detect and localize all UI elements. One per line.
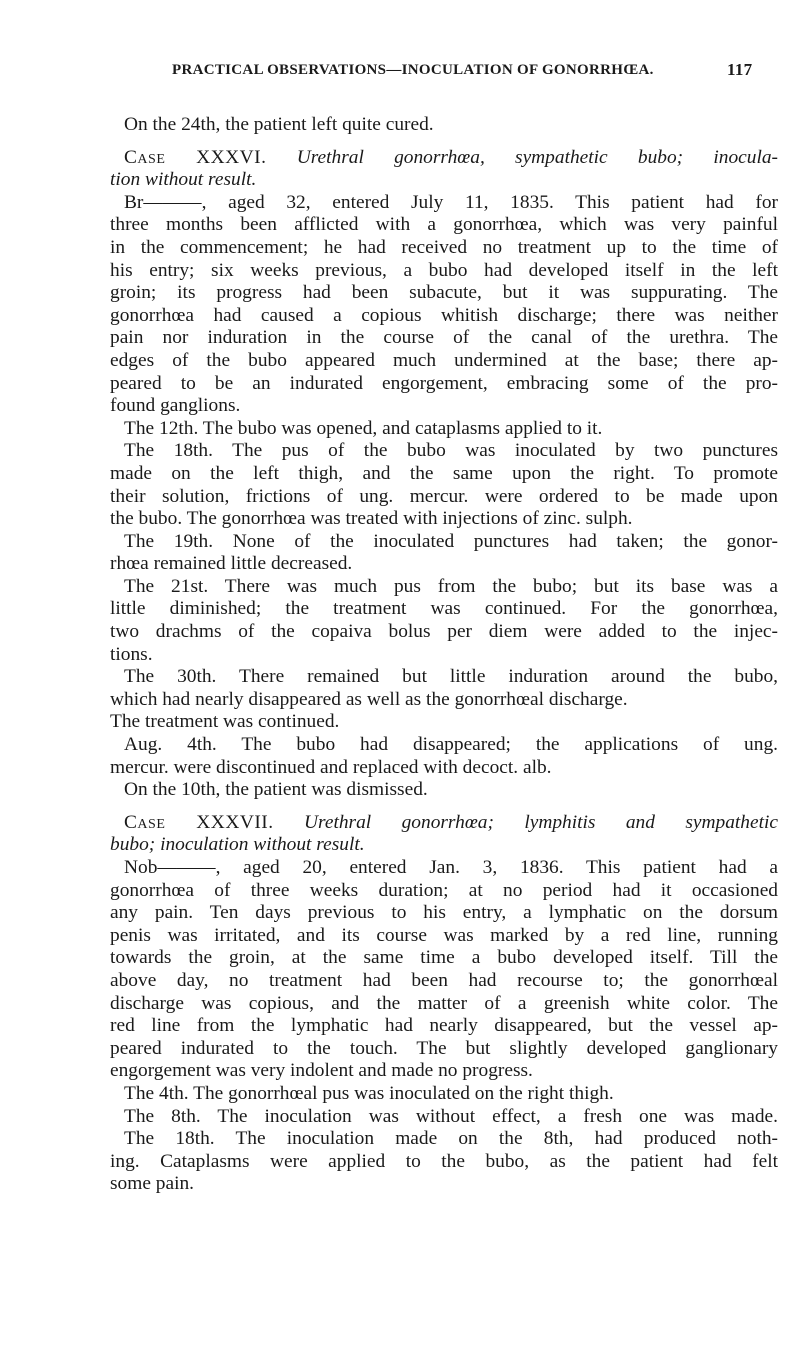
paragraph-line: The 12th. The bubo was opened, and cataplasms applied to it. [124,417,603,439]
paragraph-line: little diminished; the treatment was continued. For the gonorrhœa, [110,598,778,620]
section-gap [110,802,778,812]
paragraph-line: Nob———, aged 20, entered Jan. 3, 1836. This patient had a [124,857,778,878]
paragraph-line: peared to be an indurated engorgement, embracing some of the pro- [110,372,778,394]
paragraph-line: mercur. were discontinued and replaced with decoct. alb. [110,756,552,778]
paragraph-line: two drachms of the copaiva bolus per diem were added to the injec- [110,621,778,643]
case-heading [110,812,778,835]
case-label: Case XXXVII. [124,811,274,833]
section-gap [110,137,778,147]
paragraph-line: some pain. [110,1173,195,1195]
paragraph-line: The 19th. None of the inoculated punctures had taken; the gonor- [124,530,778,552]
paragraph-line: ing. Cataplasms were applied to the bubo, as the patient had felt [110,1150,778,1172]
paragraph-line: Br———, aged 32, entered July 11, 1835. This patient had for [124,191,778,213]
case-title-cont: tion without result. [110,169,257,191]
paragraph-line: The 18th. The inoculation made on the 8th, had produced noth- [124,1128,778,1150]
paragraph-line: the bubo. The gonorrhœa was treated with injections of zinc. sulph. [110,508,633,530]
paragraph-line: rhœa remained little decreased. [110,553,353,575]
paragraph-line: penis was irritated, and its course was marked by a red line, running [110,924,778,946]
paragraph-line: any pain. Ten days previous to his entry, a lymphatic on the dorsum [110,902,778,924]
running-head [172,62,752,79]
paragraph-line: made on the left thigh, and the same upon the right. To promote [110,462,778,484]
case-heading-cont [110,169,778,192]
paragraph-line: tions. [110,643,153,665]
case-heading [110,147,778,170]
paragraph-line: discharge was copious, and the matter of a greenish white color. The [110,992,778,1014]
paragraph-line: The 18th. The pus of the bubo was inoculated by two punctures [124,440,778,462]
paragraph-line: edges of the bubo appeared much undermined at the base; there ap- [110,349,778,371]
paragraph-line: in the commencement; he had received no treatment up to the time of [110,236,778,258]
paragraph-line: On the 10th, the patient was dismissed. [124,779,428,801]
paragraph-line: gonorrhœa had caused a copious whitish discharge; there was neither [110,304,778,326]
paragraph-line: peared indurated to the touch. The but slightly developed ganglionary [110,1037,778,1059]
paragraph-line: Aug. 4th. The bubo had disappeared; the applications of ung. [124,734,778,756]
case-title: Urethral gonorrhœa; lymphitis and sympathetic [304,811,778,833]
paragraph-line: found ganglions. [110,395,241,417]
paragraph-line: groin; its progress had been subacute, but it was suppurating. The [110,282,778,304]
page-number: 117 [727,60,753,79]
paragraph-line: above day, no treatment had been had recourse to; the gonorrhœal [110,969,778,991]
case-label: Case XXXVI. [124,146,267,168]
paragraph-line: The 30th. There remained but little induration around the bubo, [124,666,778,688]
paragraph-line: three months been afflicted with a gonorrhœa, which was very painful [110,214,778,236]
paragraph-line: pain nor induration in the course of the canal of the urethra. The [110,327,778,349]
paragraph-line: which had nearly disappeared as well as the gonorrhœal discharge. [110,688,628,710]
paragraph-line: his entry; six weeks previous, a bubo had developed itself in the left [110,259,778,281]
paragraph-line: their solution, frictions of ung. mercur. were ordered to be made upon [110,485,778,507]
paragraph-line: The 21st. There was much pus from the bubo; but its base was a [124,575,778,597]
paragraph-line: The 8th. The inoculation was without effect, a fresh one was made. [124,1105,778,1127]
paragraph-line: On the 24th, the patient left quite cured. [124,114,434,135]
paragraph-line: The 4th. The gonorrhœal pus was inoculated on the right thigh. [124,1082,614,1104]
case-heading-cont [110,834,778,857]
case-title: Urethral gonorrhœa, sympathetic bubo; inocula- [296,146,778,168]
paragraph-line: red line from the lymphatic had nearly disappeared, but the vessel ap- [110,1015,778,1037]
body-text [110,114,778,1196]
paragraph-line: gonorrhœa of three weeks duration; at no period had it occasioned [110,879,778,901]
case-title-cont: bubo; inoculation without result. [110,834,365,856]
paragraph-line: engorgement was very indolent and made no progress. [110,1060,533,1082]
running-title: PRACTICAL OBSERVATIONS—INOCULATION OF GONORRHŒA. [172,62,654,78]
paragraph-line: towards the groin, at the same time a bubo developed itself. Till the [110,947,778,969]
paragraph-line: The treatment was continued. [110,711,340,733]
